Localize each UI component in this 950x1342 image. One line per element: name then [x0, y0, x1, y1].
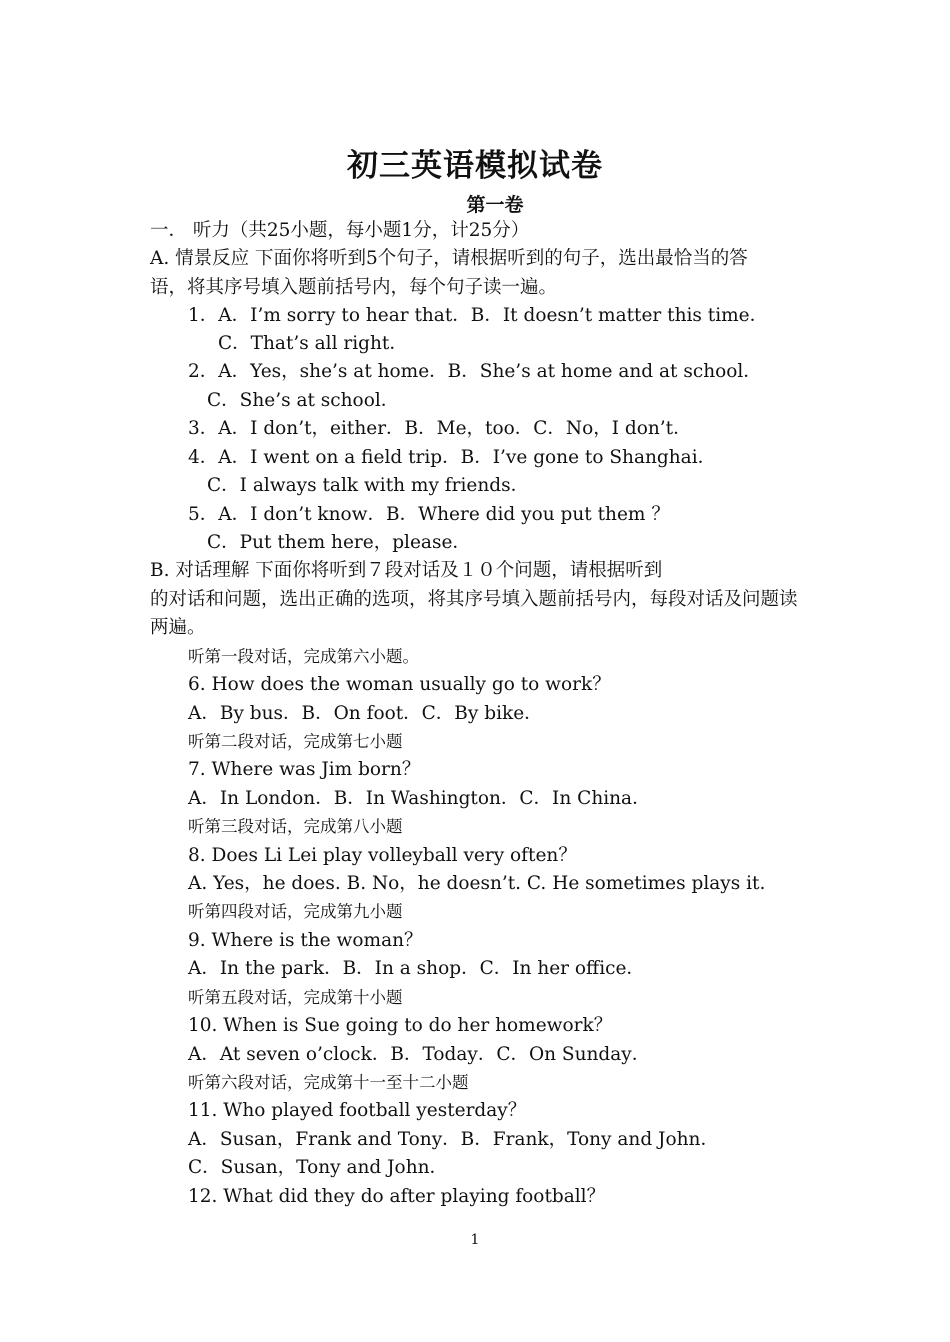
text-line: B. 对话理解 下面你将听到７段对话及１０个问题，请根据听到 [150, 560, 663, 581]
text-line: 7. Where was Jim born？ [188, 759, 421, 780]
text-line: 11. Who played football yesterday？ [188, 1100, 527, 1121]
text-line: A．By bus．B．On foot．C．By bike． [188, 703, 543, 724]
text-line: C．I always talk with my friends． [207, 475, 530, 496]
text-line: 9. Where is the woman？ [188, 930, 423, 951]
text-line: 2．A．Yes，she’s at home．B．She’s at home and at school． [188, 361, 762, 382]
section-title: 第一卷 [466, 194, 524, 216]
text-line: 3．A．I don’t，either．B．Me，too．C．No，I don’t． [188, 418, 692, 439]
text-line: 10. When is Sue going to do her homework？ [188, 1015, 613, 1036]
text-line: 8. Does Li Lei play volleyball very often？ [188, 845, 577, 866]
text-line: 6. How does the woman usually go to work？ [188, 674, 611, 695]
text-line: C．She’s at school． [207, 390, 400, 411]
text-line: 语，将其序号填入题前括号内，每个句子读一遍。 [150, 277, 558, 298]
text-line: C．Susan，Tony and John． [188, 1157, 449, 1178]
page-number: 1 [470, 1232, 480, 1248]
text-line: A．At seven o’clock．B．Today．C．On Sunday． [188, 1044, 651, 1065]
text-line: A．In London．B．In Washington．C．In China． [188, 788, 651, 809]
text-line: 4．A．I went on a field trip．B．I’ve gone to Shanghai． [188, 447, 717, 468]
text-line: 听第三段对话，完成第八小题 [188, 817, 403, 836]
text-line: 听第五段对话，完成第十小题 [188, 988, 403, 1007]
text-line: 5．A．I don’t know．B．Where did you put them ？ [188, 504, 670, 525]
page-title: 初三英语模拟试卷 [347, 148, 603, 184]
text-line: 一． 听力（共25小题，每小题1分，计25分） [150, 220, 530, 241]
text-line: C．Put them here，please． [207, 532, 471, 553]
text-line: A. Yes，he does. B. No，he doesn’t. C. He sometimes plays it. [188, 873, 766, 894]
text-line: A．In the park．B．In a shop．C．In her office． [188, 958, 645, 979]
text-line: 听第二段对话，完成第七小题 [188, 732, 403, 751]
text-line: 两遍。 [150, 617, 206, 638]
text-line: 12. What did they do after playing football？ [188, 1186, 606, 1207]
text-line: 听第一段对话，完成第六小题。 [188, 647, 419, 666]
text-line: 听第四段对话，完成第九小题 [188, 902, 403, 921]
text-line: A. 情景反应 下面你将听到5个句子，请根据听到的句子，选出最恰当的答 [150, 248, 748, 269]
text-line: A．Susan，Frank and Tony．B．Frank，Tony and John． [188, 1129, 719, 1150]
text-line: 的对话和问题，选出正确的选项，将其序号填入题前括号内，每段对话及问题读 [150, 589, 798, 610]
text-line: 听第六段对话，完成第十一至十二小题 [188, 1073, 469, 1092]
text-line: 1．A．I’m sorry to hear that．B．It doesn’t matter this time． [188, 305, 769, 326]
text-line: C．That’s all right． [218, 333, 408, 354]
